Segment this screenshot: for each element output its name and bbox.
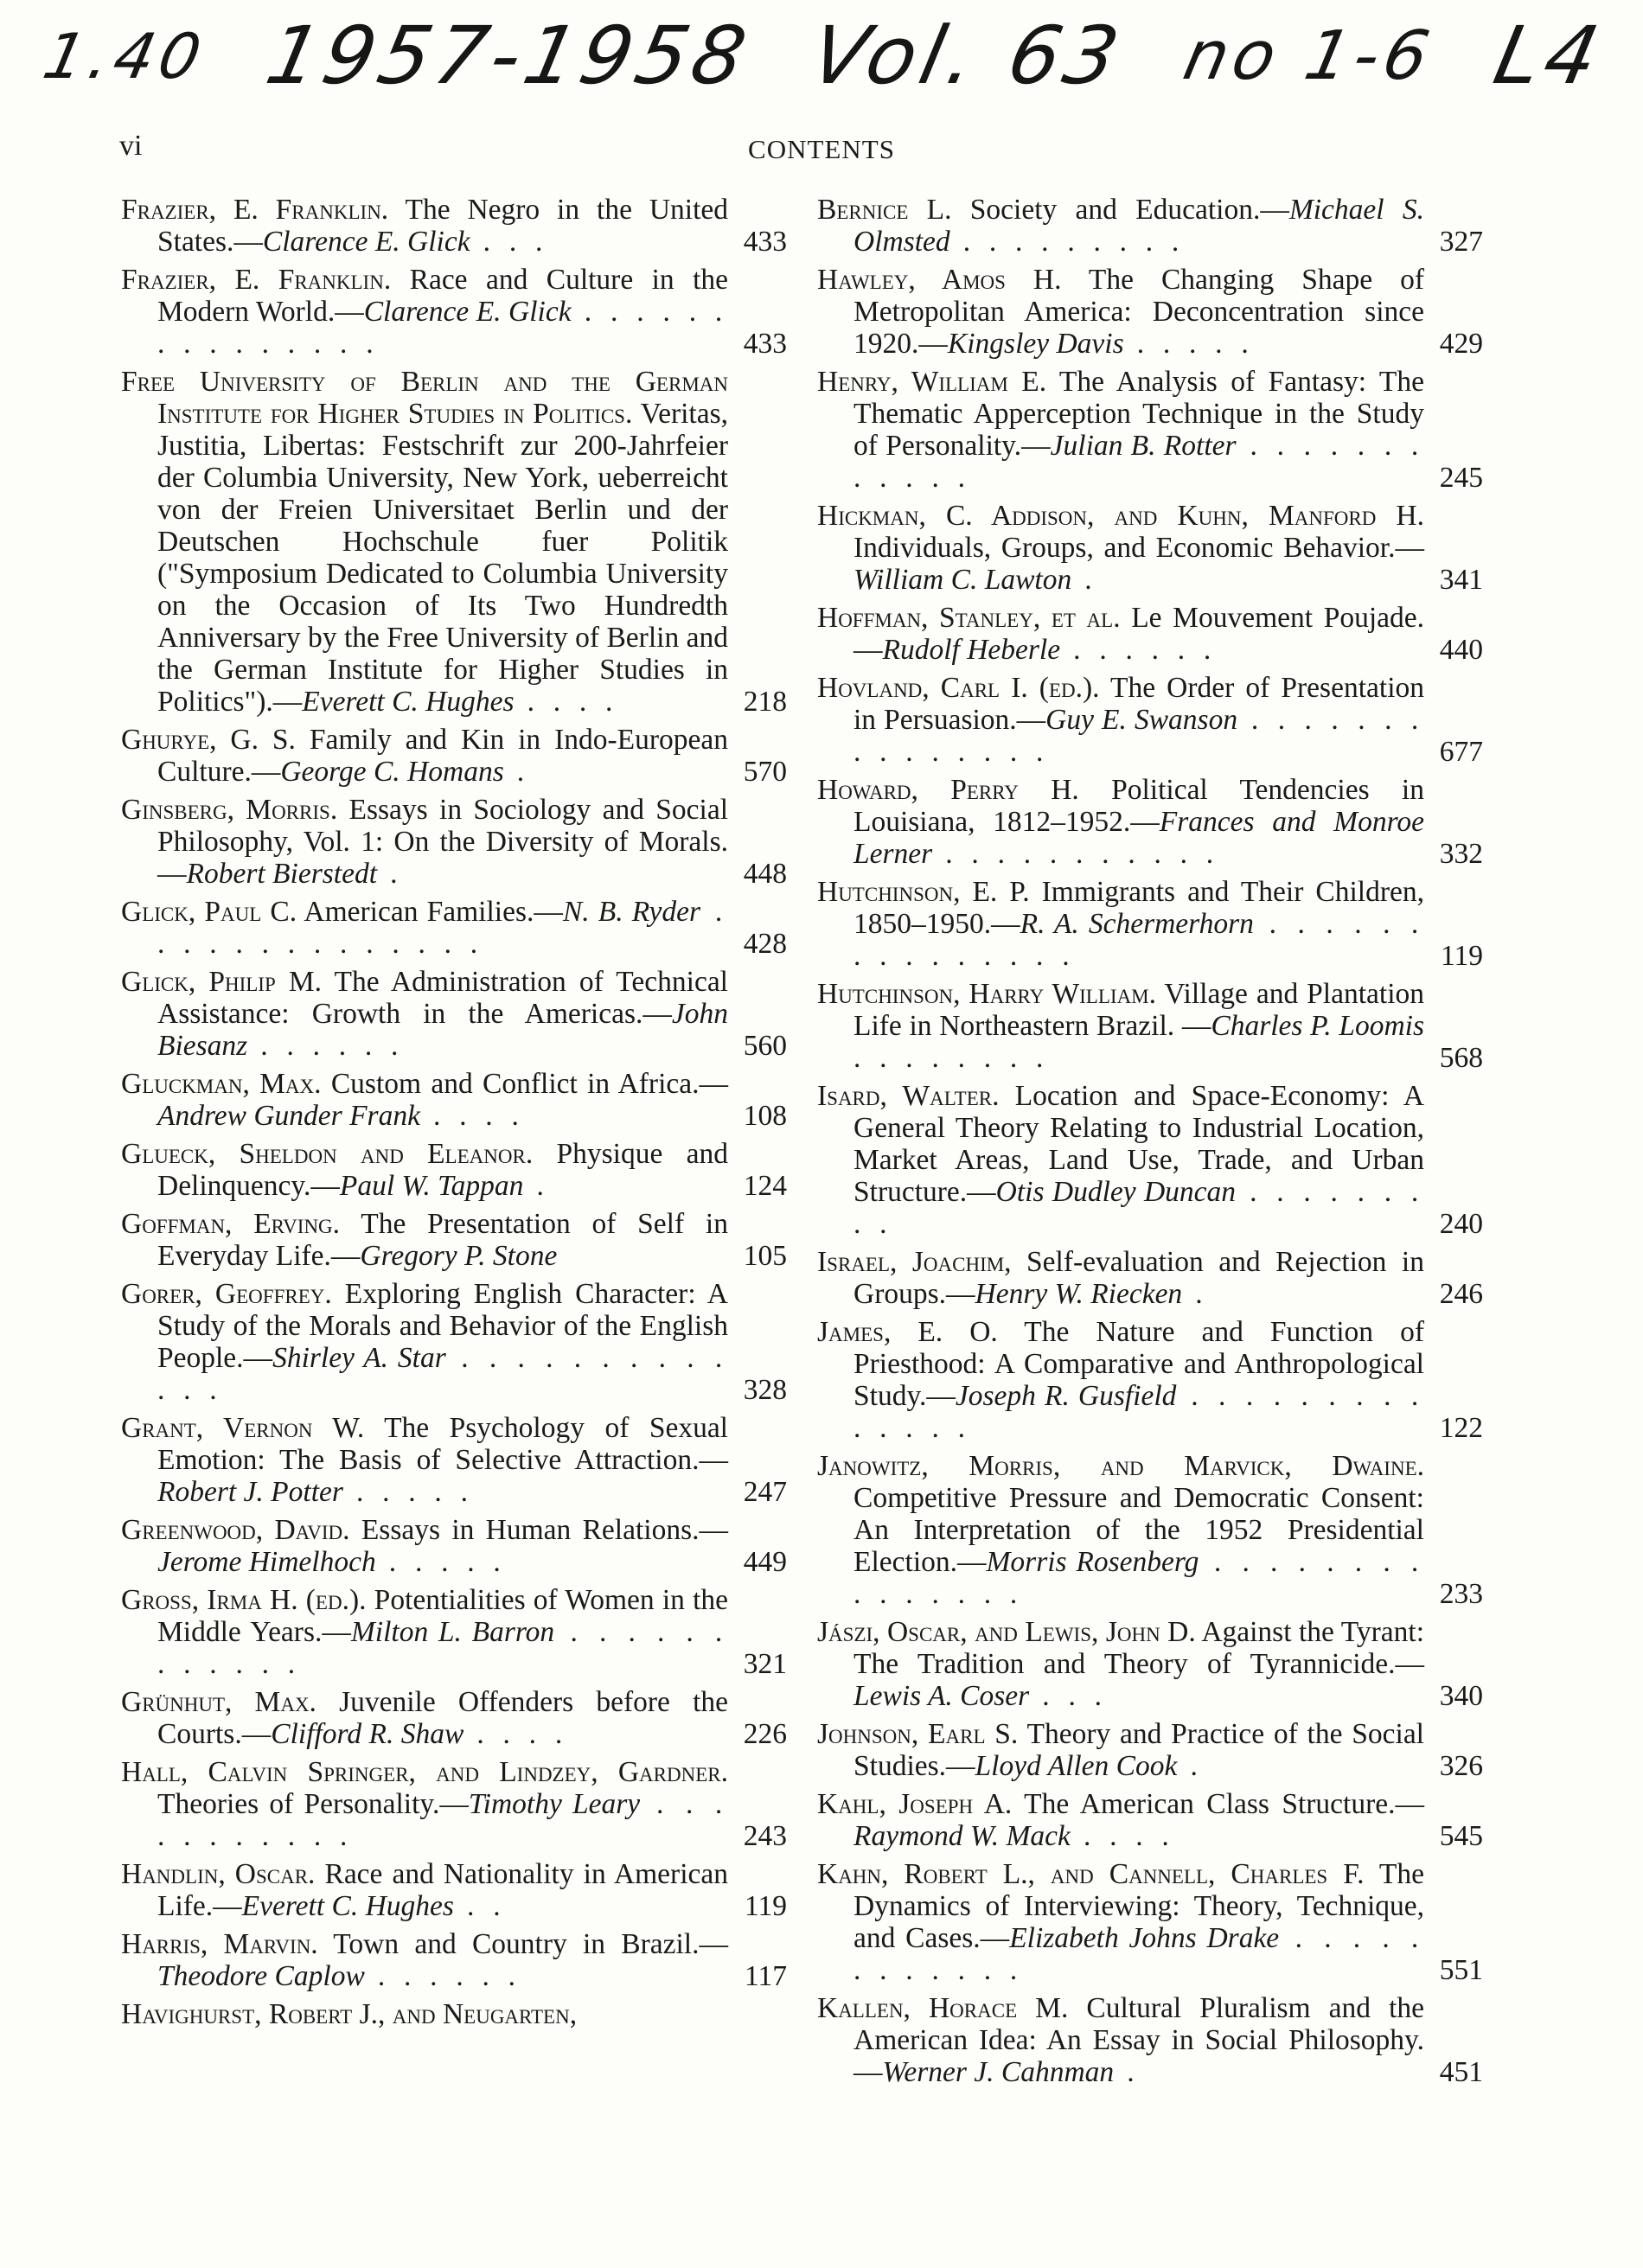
entry-title: Exploring English Character: A Study of the Morals and Behavior of the English People.— bbox=[157, 1278, 728, 1374]
leader-dots: . . bbox=[453, 1890, 507, 1922]
leader-dots: . . . . . . . . . . . . . . . bbox=[853, 908, 1424, 972]
leader-dots: . . . . . . . . . . . bbox=[932, 838, 1219, 870]
entry-author: Harris, Marvin. bbox=[121, 1928, 318, 1960]
leader-dots: . . . . . bbox=[342, 1476, 474, 1508]
entry-author: Frazier, E. Franklin. bbox=[121, 264, 392, 296]
contents-entry bbox=[121, 1858, 787, 1922]
entry-page-number: 440 bbox=[1439, 634, 1483, 666]
entry-page-number: 451 bbox=[1439, 2056, 1483, 2088]
contents-entry bbox=[817, 1246, 1483, 1310]
entry-reviewer: Rudolf Heberle bbox=[882, 634, 1061, 666]
leader-dots: . . . . . . bbox=[247, 1030, 405, 1062]
entry-reviewer: George C. Homans bbox=[280, 756, 504, 788]
entry-author: Janowitz, Morris, and Marvick, Dwaine. bbox=[817, 1450, 1424, 1482]
entry-author: Frazier, E. Franklin. bbox=[121, 194, 389, 226]
entry-title: Essays in Human Relations.— bbox=[349, 1514, 728, 1546]
left-column bbox=[121, 194, 787, 2036]
entry-page-number: 340 bbox=[1439, 1680, 1483, 1712]
contents-entry bbox=[121, 1278, 787, 1406]
leader-dots: . bbox=[1177, 1750, 1204, 1782]
entry-title: The Changing Shape of Metropolitan America: Deconcentration since 1920.— bbox=[853, 264, 1424, 360]
entry-author: Hickman, C. Addison, and Kuhn, Manford H. bbox=[817, 500, 1424, 532]
entry-author: Havighurst, Robert J., and Neugarten, bbox=[121, 1998, 578, 2030]
entry-title: Le Mouvement Poujade.— bbox=[853, 602, 1424, 666]
contents-entry bbox=[817, 366, 1483, 494]
leader-dots: . . . . . . . . bbox=[853, 1042, 1050, 1074]
entry-author: Hall, Calvin Springer, and Lindzey, Gardner. bbox=[121, 1756, 728, 1788]
handwritten-code: L4 bbox=[1486, 10, 1612, 102]
entry-title: The Order of Presentation in Persuasion.— bbox=[853, 672, 1424, 736]
leader-dots: . . . . . . . . . . . . bbox=[853, 1922, 1424, 1986]
entry-title: Juvenile Offenders before the Courts.— bbox=[157, 1686, 728, 1750]
contents-entry bbox=[121, 1998, 787, 2030]
entry-title: Location and Space-Economy: A General Theory Relating to Industrial Location, Market Areas, Land Use, Trade, and Urban Structure.— bbox=[853, 1080, 1424, 1208]
entry-author: Grünhut, Max. bbox=[121, 1686, 316, 1718]
entry-page-number: 245 bbox=[1439, 462, 1483, 494]
contents-entry bbox=[121, 1208, 787, 1272]
entry-author: Free University of Berlin and the German Institute for Higher Studies in Politics. bbox=[121, 366, 728, 430]
entry-reviewer: Clarence E. Glick bbox=[262, 226, 470, 258]
contents-entry bbox=[817, 264, 1483, 360]
entry-author: Israel, Joachim, bbox=[817, 1246, 1012, 1278]
contents-entry bbox=[817, 1992, 1483, 2088]
entry-author: Goffman, Erving. bbox=[121, 1208, 341, 1240]
leader-dots: . . . . . . . . . . . . . . . bbox=[157, 296, 729, 360]
entry-reviewer: Robert Bierstedt bbox=[186, 858, 377, 890]
entry-title: Political Tendencies in Louisiana, 1812–1952.— bbox=[853, 774, 1424, 838]
handwritten-number: 1.40 bbox=[37, 20, 213, 93]
entry-reviewer: Henry W. Riecken bbox=[975, 1278, 1183, 1310]
entry-title: Immigrants and Their Children, 1850–1950.— bbox=[853, 876, 1424, 940]
running-head: CONTENTS bbox=[748, 134, 895, 164]
entry-author: Kahn, Robert L., and Cannell, Charles F. bbox=[817, 1858, 1365, 1890]
entry-reviewer: Lewis A. Coser bbox=[853, 1680, 1030, 1712]
entry-reviewer: Raymond W. Mack bbox=[853, 1820, 1071, 1852]
leader-dots: . . . . bbox=[1070, 1820, 1175, 1852]
entry-page-number: 433 bbox=[743, 328, 787, 360]
entry-page-number: 433 bbox=[743, 226, 787, 258]
entry-author: Gross, Irma H. (ed.). bbox=[121, 1584, 367, 1616]
leader-dots: . . . . bbox=[514, 686, 619, 718]
entry-author: Hovland, Carl I. (ed.). bbox=[817, 672, 1100, 704]
leader-dots: . . . . bbox=[419, 1100, 525, 1132]
contents-entry bbox=[121, 1928, 787, 1992]
handwritten-issues: no 1-6 bbox=[1177, 17, 1441, 95]
entry-reviewer: Werner J. Cahnman bbox=[882, 2056, 1115, 2088]
entry-reviewer: Everett C. Hughes bbox=[302, 686, 515, 718]
entry-reviewer: Shirley A. Star bbox=[272, 1342, 446, 1374]
entry-title: Village and Plantation Life in Northeastern Brazil. — bbox=[853, 978, 1425, 1042]
entry-author: Henry, William E. bbox=[817, 366, 1047, 398]
entry-page-number: 240 bbox=[1439, 1208, 1483, 1240]
entry-page-number: 226 bbox=[743, 1718, 787, 1750]
contents-entry bbox=[121, 264, 787, 360]
entry-author: James, E. O. bbox=[817, 1316, 998, 1348]
leader-dots: . . . . . bbox=[1123, 328, 1255, 360]
entry-page-number: 117 bbox=[744, 1960, 787, 1992]
contents-entry bbox=[121, 1138, 787, 1202]
entry-reviewer: Clarence E. Glick bbox=[363, 296, 572, 328]
entry-title: Veritas, Justitia, Libertas: Festschrift zur 200-Jahrfeier der Columbia University, New York, ueberreicht von der Freien Universitaet Berlin und der Deutschen Hochschule fuer Politik ("Symposium Dedicated to Columbia University on the Occasion of Its Two Hundredth Anniversary by the Free University of Berlin and the German Institute for Higher Studies in Politics").— bbox=[157, 398, 729, 718]
contents-entry bbox=[817, 602, 1483, 666]
entry-title: The American Class Structure.— bbox=[1012, 1788, 1424, 1820]
entry-title: Family and Kin in Indo-European Culture.— bbox=[157, 724, 728, 788]
leader-dots: . bbox=[1114, 2056, 1141, 2088]
entry-author: Hawley, Amos H. bbox=[817, 264, 1062, 296]
entry-reviewer: Lloyd Allen Cook bbox=[975, 1750, 1178, 1782]
contents-entry bbox=[817, 978, 1483, 1074]
entry-page-number: 233 bbox=[1439, 1578, 1483, 1610]
entry-page-number: 568 bbox=[1439, 1042, 1483, 1074]
entry-author: Hutchinson, E. P. bbox=[817, 876, 1030, 908]
contents-entry bbox=[817, 1718, 1483, 1782]
leader-dots: . . . . . . . . . . . . . . . bbox=[853, 1546, 1424, 1610]
contents-entry bbox=[817, 774, 1483, 870]
entry-page-number: 448 bbox=[743, 858, 787, 890]
entry-page-number: 545 bbox=[1439, 1820, 1483, 1852]
entry-reviewer: Guy E. Swanson bbox=[1045, 704, 1238, 736]
entry-author: Bernice L. bbox=[817, 194, 952, 226]
entry-author: Howard, Perry H. bbox=[817, 774, 1079, 806]
contents-entry bbox=[121, 794, 787, 890]
entry-page-number: 429 bbox=[1439, 328, 1483, 360]
contents-entry bbox=[121, 1686, 787, 1750]
entry-title: The Analysis of Fantasy: The Thematic Apperception Technique in the Study of Personality.— bbox=[853, 366, 1424, 462]
entry-author: Hutchinson, Harry William. bbox=[817, 978, 1157, 1010]
entry-author: Glick, Philip M. bbox=[121, 966, 323, 998]
entry-page-number: 246 bbox=[1439, 1278, 1483, 1310]
entry-author: Johnson, Earl S. bbox=[817, 1718, 1019, 1750]
entry-title: Self-evaluation and Rejection in Groups.— bbox=[853, 1246, 1424, 1310]
entry-page-number: 218 bbox=[743, 686, 787, 718]
entry-reviewer: Morris Rosenberg bbox=[986, 1546, 1199, 1578]
entry-title: The Psychology of Sexual Emotion: The Basis of Selective Attraction.— bbox=[157, 1412, 728, 1476]
entry-title: Individuals, Groups, and Economic Behavior.— bbox=[853, 532, 1424, 564]
entry-page-number: 328 bbox=[743, 1374, 787, 1406]
entry-title: Physique and Delinquency.— bbox=[157, 1138, 728, 1202]
contents-entry bbox=[121, 366, 787, 718]
handwritten-years: 1957-1958 bbox=[259, 10, 759, 102]
entry-title: The Dynamics of Interviewing: Theory, Technique, and Cases.— bbox=[853, 1858, 1424, 1954]
handwritten-volume: Vol. 63 bbox=[802, 10, 1132, 102]
entry-reviewer: Gregory P. Stone bbox=[360, 1240, 558, 1272]
entry-page-number: 327 bbox=[1439, 226, 1483, 258]
entry-page-number: 551 bbox=[1439, 1954, 1483, 1986]
entry-reviewer: Jerome Himelhoch bbox=[157, 1546, 376, 1578]
entry-author: Glueck, Sheldon and Eleanor. bbox=[121, 1138, 534, 1170]
entry-title: The Administration of Technical Assistance: Growth in the Americas.— bbox=[157, 966, 728, 1030]
entry-page-number: 341 bbox=[1439, 564, 1483, 596]
entry-author: Gorer, Geoffrey. bbox=[121, 1278, 332, 1310]
entry-author: Kahl, Joseph A. bbox=[817, 1788, 1013, 1820]
leader-dots: . . . . . . . . . . . bbox=[157, 1788, 728, 1852]
entry-reviewer: Elizabeth Johns Drake bbox=[1009, 1922, 1280, 1954]
entry-page-number: 570 bbox=[743, 756, 787, 788]
entry-title: Cultural Pluralism and the American Idea: An Essay in Social Philosophy.— bbox=[853, 1992, 1424, 2088]
entry-reviewer: William C. Lawton bbox=[853, 564, 1072, 596]
contents-entry bbox=[121, 1756, 787, 1852]
entry-page-number: 122 bbox=[1439, 1412, 1483, 1444]
leader-dots: . . . bbox=[1029, 1680, 1108, 1712]
leader-dots: . . . . . . . . . . . . . bbox=[157, 1342, 728, 1406]
contents-entry bbox=[121, 194, 787, 258]
leader-dots: . bbox=[503, 756, 530, 788]
contents-entry bbox=[121, 1068, 787, 1132]
entry-reviewer: N. B. Ryder bbox=[562, 896, 701, 928]
entry-author: Kallen, Horace M. bbox=[817, 1992, 1069, 2024]
leader-dots: . . . . . . bbox=[1060, 634, 1218, 666]
contents-entry bbox=[817, 1616, 1483, 1712]
entry-author: Gluckman, Max. bbox=[121, 1068, 322, 1100]
contents-entry bbox=[121, 1584, 787, 1680]
contents-entry bbox=[121, 724, 787, 788]
entry-page-number: 124 bbox=[743, 1170, 787, 1202]
contents-entry bbox=[817, 1080, 1483, 1240]
entry-reviewer: Joseph R. Gusfield bbox=[955, 1380, 1177, 1412]
entry-title: Town and Country in Brazil.— bbox=[317, 1928, 728, 1960]
entry-author: Jászi, Oscar, and Lewis, John D. bbox=[817, 1616, 1196, 1648]
entry-page-number: 105 bbox=[743, 1240, 787, 1272]
contents-entry bbox=[817, 500, 1483, 596]
entry-title: Race and Culture in the Modern World.— bbox=[157, 264, 728, 328]
leader-dots: . . . . . bbox=[375, 1546, 507, 1578]
leader-dots: . . . . . . . . . bbox=[949, 226, 1186, 258]
entry-reviewer: Otis Dudley Duncan bbox=[995, 1176, 1237, 1208]
entry-author: Hoffman, Stanley, et al. bbox=[817, 602, 1121, 634]
contents-entry bbox=[817, 672, 1483, 768]
entry-reviewer: Michael S. Olmsted bbox=[853, 194, 1424, 258]
leader-dots: . . . . . . . . . . . . bbox=[853, 430, 1424, 494]
entry-page-number: 321 bbox=[743, 1648, 787, 1680]
entry-title: Potentialities of Women in the Middle Years.— bbox=[157, 1584, 728, 1648]
contents-entry bbox=[817, 876, 1483, 972]
entry-page-number: 449 bbox=[743, 1546, 787, 1578]
leader-dots: . bbox=[1182, 1278, 1209, 1310]
contents-entry bbox=[817, 1858, 1483, 1986]
entry-page-number: 119 bbox=[744, 1890, 787, 1922]
entry-reviewer: Timothy Leary bbox=[468, 1788, 641, 1820]
entry-page-number: 560 bbox=[743, 1030, 787, 1062]
entry-reviewer: Robert J. Potter bbox=[157, 1476, 343, 1508]
entry-author: Glick, Paul C. bbox=[121, 896, 297, 928]
entry-title: Competitive Pressure and Democratic Consent: An Interpretation of the 1952 Presidential Election.— bbox=[853, 1482, 1424, 1578]
entry-title: Theory and Practice of the Social Studies.— bbox=[853, 1718, 1424, 1782]
entry-reviewer: Everett C. Hughes bbox=[241, 1890, 454, 1922]
contents-entry bbox=[121, 1412, 787, 1508]
entry-reviewer: Clifford R. Shaw bbox=[271, 1718, 464, 1750]
entry-page-number: 326 bbox=[1439, 1750, 1483, 1782]
entry-author: Greenwood, David. bbox=[121, 1514, 350, 1546]
leader-dots: . bbox=[377, 858, 404, 890]
leader-dots: . . . . . . . . . . . . . . bbox=[157, 896, 729, 960]
handwritten-annotation bbox=[0, 0, 1643, 130]
right-column bbox=[817, 194, 1483, 2094]
entry-reviewer: Charles P. Loomis bbox=[1211, 1010, 1424, 1042]
entry-page-number: 247 bbox=[743, 1476, 787, 1508]
entry-title: The Nature and Function of Priesthood: A Comparative and Anthropological Study.— bbox=[853, 1316, 1424, 1412]
entry-page-number: 243 bbox=[743, 1820, 787, 1852]
contents-entry bbox=[817, 194, 1483, 258]
entry-page-number: 677 bbox=[1439, 736, 1483, 768]
contents-entry bbox=[121, 1514, 787, 1578]
entry-author: Ghurye, G. S. bbox=[121, 724, 296, 756]
leader-dots: . . . . bbox=[463, 1718, 568, 1750]
contents-entry bbox=[817, 1450, 1483, 1610]
page-number: vi bbox=[119, 130, 143, 162]
entry-title: Against the Tyrant: The Tradition and Theory of Tyrannicide.— bbox=[853, 1616, 1425, 1680]
entry-title: Custom and Conflict in Africa.— bbox=[321, 1068, 729, 1100]
entry-author: Ginsberg, Morris. bbox=[121, 794, 338, 826]
entry-reviewer: Julian B. Rotter bbox=[1050, 430, 1237, 462]
entry-reviewer: Frances and Monroe Lerner bbox=[853, 806, 1425, 870]
entry-title: Race and Nationality in American Life.— bbox=[157, 1858, 728, 1922]
entry-reviewer: Milton L. Barron bbox=[350, 1616, 555, 1648]
entry-author: Grant, Vernon W. bbox=[121, 1412, 365, 1444]
contents-entry bbox=[817, 1788, 1483, 1852]
entry-reviewer: Theodore Caplow bbox=[157, 1960, 365, 1992]
leader-dots: . . . . . . . . . . . . . . . bbox=[853, 704, 1424, 768]
entry-title: Society and Education.— bbox=[951, 194, 1289, 226]
leader-dots: . bbox=[1071, 564, 1098, 596]
entry-author: Handlin, Oscar. bbox=[121, 1858, 316, 1890]
leader-dots: . bbox=[523, 1170, 550, 1202]
leader-dots: . . . . . . bbox=[364, 1960, 521, 1992]
entry-reviewer: Andrew Gunder Frank bbox=[157, 1100, 420, 1132]
contents-entry bbox=[121, 966, 787, 1062]
entry-reviewer: Paul W. Tappan bbox=[339, 1170, 524, 1202]
entry-title: Theories of Personality.— bbox=[157, 1788, 469, 1820]
entry-reviewer: John Biesanz bbox=[157, 998, 728, 1062]
leader-dots: . . . . . . . . . . . . bbox=[157, 1616, 728, 1680]
contents-entry bbox=[121, 896, 787, 960]
entry-page-number: 119 bbox=[1440, 940, 1483, 972]
entry-page-number: 108 bbox=[743, 1100, 787, 1132]
leader-dots: . . . bbox=[470, 226, 549, 258]
entry-title: The Presentation of Self in Everyday Life.— bbox=[157, 1208, 728, 1272]
entry-page-number: 332 bbox=[1439, 838, 1483, 870]
leader-dots: . . . . . . . . . bbox=[853, 1176, 1424, 1240]
entry-reviewer: Kingsley Davis bbox=[947, 328, 1124, 360]
entry-page-number: 428 bbox=[743, 928, 787, 960]
contents-entry bbox=[817, 1316, 1483, 1444]
entry-title: American Families.— bbox=[297, 896, 563, 928]
leader-dots: . . . . . . . . . . . . . . bbox=[853, 1380, 1424, 1444]
entry-reviewer: R. A. Schermerhorn bbox=[1020, 908, 1254, 940]
entry-author: Isard, Walter. bbox=[817, 1080, 1000, 1112]
entry-title: The Negro in the United States.— bbox=[157, 194, 729, 258]
entry-title: Essays in Sociology and Social Philosophy, Vol. 1: On the Diversity of Morals.— bbox=[157, 794, 729, 890]
